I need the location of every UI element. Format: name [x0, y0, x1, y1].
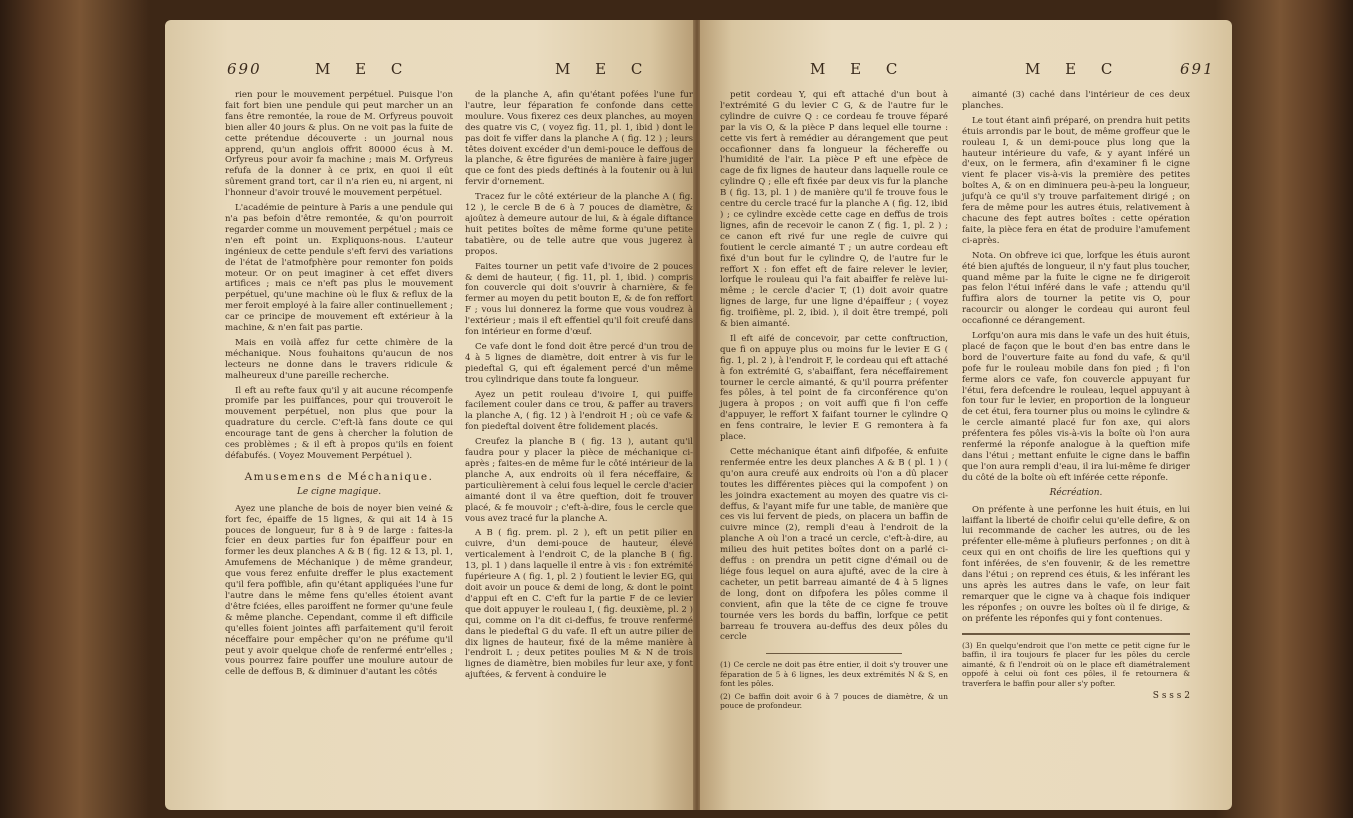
- paragraph: On préfente à une perfonne les huit étuis, en lui laiffant la liberté de choifir celui qu'elle defire, & on lui recommande de cacher les autres, ou de les préfenter elle-même à plufieurs perfonnes ; on dit à ceux qui en ont choifis de lire les queftions qui y font inférées, de s'en fouvenir, & de les remettre dans l'étui ; on reprend ces étuis, & les inférant les uns après les autres dans le vafe, on leur fait remarquer que le cigne va à chaque fois indiquer les réponfes ; on ouvre les boîtes où il fe dirige, & on préfente les réponfes qui y font contenues.: [962, 504, 1190, 624]
- right-header: [700, 60, 1232, 84]
- running-head-right-col2: M E C: [1025, 60, 1123, 78]
- paragraph: Ayez une planche de bois de noyer bien veiné & fort fec, épaiffe de 15 lignes, & qui ait 14 à 15 pouces de longueur, fur 8 à 9 de large : faites-la fcier en deux parties fur fon épaiffeur pour en former les deux planches A & B ( fig. 12 & 13, pl. 1, Amufemens de Méchanique ) de même grandeur, que vous ferez enfuite dreffer le plus exactement qu'il fera poffible, afin qu'étant appliquées l'une fur l'autre dans le même fens qu'elles étoient avant d'être fciées, elles paroiffent ne former qu'une feule & même planche. Cependant, comme il eft difficile qu'elles foient jointes affi parfaitement qu'il feroit néceffaire pour empêcher qu'on ne préfume qu'il peut y avoir quelque chofe de renfermé entr'elles ; vous pourrez faire pouffer une moulure autour de celle de deffous B, & diminuer d'autant les côtés: [225, 503, 453, 678]
- section-subtitle: Récréation.: [1049, 487, 1103, 498]
- paragraph: Il eft aifé de concevoir, par cette conftruction, que fi on appuye plus ou moins fur le levier E G ( fig. 1, pl. 2 ), à l'endroit F, le cordeau qui eft attaché à fon extrémité G, s'abaiffant, fera néceffairement tourner le cercle aimanté, & qu'il pourra préfenter fes pôles, à tel point de fa circonférence qu'on jugera à propos ; on voit auffi que fi l'on ceffe d'appuyer, le reffort X faifant tourner le cylindre Q en fens contraire, le levier E G remontera à fa place.: [720, 333, 948, 443]
- section-title: Amusemens de Méchanique.: [244, 470, 434, 483]
- paragraph: Lorfqu'on aura mis dans le vafe un des huit étuis, placé de façon que le bout d'en bas entre dans le bord de l'ouverture faite au fond du vafe, & qu'il pofe fur le rouleau mobile dans fon pied ; fi l'on ferme alors ce vafe, fon couvercle appuyant fur l'étui, fera defcendre le rouleau, lequel appuyant à fon tour fur le levier, en proportion de la longueur de cet étui, fera tourner plus ou moins le cylindre & le cercle aimanté placé fur fon axe, qui alors préfentera fes pôles vis-à-vis la boîte où l'on aura renfermé la réponfe analogue à la queftion mife dans l'étui ; mettant enfuite le cigne dans le baffin que l'on aura rempli d'eau, il ira lui-même fe diriger du côté de la boîte où eft inférée cette réponfe.: [962, 331, 1190, 483]
- running-head-left-col1: M E C: [315, 60, 413, 78]
- running-head-left-col2: M E C: [555, 60, 653, 78]
- paragraph: rien pour le mouvement perpétuel. Puisque l'on fait fort bien une pendule qui peut marcher un an fans être remontée, la roue de M. Orfyreus pouvoit bien aller 40 jours & plus. On ne voit pas la fuite de cette prétendue découverte : un journal nous apprend, qu'un anglois offrit 80000 écus à M. Orfyreus pour avoir fa machine ; mais M. Orfyreus refufa de la donner à ce prix, en quoi il eût sûrement grand tort, car il n'a rien eu, ni argent, ni l'honneur d'avoir trouvé le mouvement perpétuel.: [225, 90, 453, 199]
- running-head-right-col1: M E C: [810, 60, 908, 78]
- footnote-divider: [766, 653, 903, 654]
- footnote: (3) En quelqu'endroit que l'on mette ce petit cigne fur le baffin, il ira toujours fe placer fur les pôles du cercle aimanté, & fi l'endroit où on le place eft diamétralement oppofé à celui où font ces pôles, il fe retournera & traverfera le baffin pour aller s'y pofter.: [962, 640, 1190, 688]
- signature-mark: S s s s 2: [1152, 691, 1190, 702]
- footnote: (2) Ce baffin doit avoir 6 à 7 pouces de diamètre, & un pouce de profondeur.: [720, 691, 948, 711]
- left-column-2: [465, 90, 693, 685]
- right-column-2: [962, 90, 1190, 702]
- footnote-divider: [962, 633, 1190, 635]
- paragraph: Le tout étant ainfi préparé, on prendra huit petits étuis arrondis par le bout, de même groffeur que le rouleau I, & un demi-pouce plus long que la hauteur intérieure du vafe, & y ayant inféré un d'eux, on le fermera, afin d'examiner fi le cigne vient fe placer vis-à-vis la première des petites boîtes A, & on en diminuera peu-à-peu la longueur, jufqu'à ce qu'il s'y trouve parfaitement dirigé ; on fera de même pour les autres étuis, relativement à chacune des fept autres boîtes : cette opération faite, la pièce fera en état de produire l'amufement ci-après.: [962, 115, 1190, 246]
- left-column-1: [225, 90, 453, 682]
- paragraph: L'académie de peinture à Paris a une pendule qui n'a pas befoin d'être remontée, & qu'on pourroit regarder comme un mouvement perpétuel ; mais ce n'en eft point un. Expliquons-nous. L'auteur ingénieux de cette pendule s'eft fervi des variations de l'état de l'atmofphère pour remonter fon poids moteur. Or on peut imaginer à cet effet divers artifices ; mais ce n'eft pas plus le mouvement perpétuel, qu'une machine où le flux & reflux de la mer feroit employé à la faire aller continuellement ; car ce principe de mouvement eft extérieur à la machine, & n'en fait pas partie.: [225, 203, 453, 334]
- paragraph: aimanté (3) caché dans l'intérieur de ces deux planches.: [962, 90, 1190, 111]
- right-column-1: [720, 90, 948, 714]
- paragraph: Tracez fur le côté extérieur de la planche A ( fig. 12 ), le cercle B de 6 à 7 pouces de diamètre, & ajoûtez à demeure autour de lui, & à égale diftance huit petites boîtes de même forme qu'une petite tabatière, ou de telle autre que vous jugerez à propos.: [465, 192, 693, 257]
- left-page: [165, 20, 693, 810]
- paragraph: Faites tourner un petit vafe d'ivoire de 2 pouces & demi de hauteur, ( fig. 11, pl. 1, ibid. ) compris fon couvercle qui doit s'ouvrir à charnière, & fe fermer au moyen du petit bouton E, & de fon reffort F ; vous lui donnerez la forme que vous voudrez à l'extérieur ; mais il eft effentiel qu'il foit creufé dans fon intérieur en forme d'œuf.: [465, 261, 693, 338]
- page-number-left: 690: [227, 60, 262, 78]
- paragraph: Creufez la planche B ( fig. 13 ), autant qu'il faudra pour y placer la pièce de méchanique ci-après ; faites-en de même fur le côté intérieur de la planche A, aux endroits où il fera néceffaire, & particulièrement à celui fous lequel le cercle d'acier aimanté dont il va être queftion, doit fe trouver placé, & fe mouvoir ; c'eft-à-dire, fous le cercle que vous avez tracé fur la planche A.: [465, 437, 693, 524]
- paragraph: Ce vafe dont le fond doit être percé d'un trou de 4 à 5 lignes de diamètre, doit entrer à vis fur le piedeftal G, qui eft également percé d'un même trou cylindrique dans toute fa longueur.: [465, 341, 693, 385]
- page-number-right: 691: [1180, 60, 1215, 78]
- paragraph: Ayez un petit rouleau d'ivoire I, qui puiffe facilement couler dans ce trou, & paffer au travers la planche A, ( fig. 12 ) à l'endroit H ; où ce vafe & fon piedeftal doivent être folidement placés.: [465, 389, 693, 433]
- paragraph: Il eft au refte faux qu'il y ait aucune récompenfe promife par les puiffances, pour qui trouveroit le mouvement perpétuel, non plus que pour la quadrature du cercle. C'eft-là fans doute ce qui encourage tant de gens à chercher la folution de ces problèmes ; & il eft à propos qu'ils en foient défabufés. ( Voyez Mouvement Perpétuel ).: [225, 385, 453, 461]
- left-header: [165, 60, 693, 84]
- paragraph: petit cordeau Y, qui eft attaché d'un bout à l'extrémité G du levier C G, & de l'autre fur le cylindre de cuivre Q : ce cordeau fe trouve féparé par la vis O, & la pièce P dans lequel elle tourne : cette vis fert à remédier au dérangement que peut occafionner dans fa longueur la féchereffe ou l'humidité de l'air. La pièce P eft une efpèce de cage de fix lignes de hauteur dans laquelle roule ce cylindre Q ; elle eft fixée par deux vis fur la planche B ( fig. 13, pl. 1 ) de manière qu'il fe trouve fous le centre du cercle tracé fur la planche A ( fig. 12, ibid ) ; ce cylindre excède cette cage en deffus de trois lignes, afin de recevoir le canon Z ( fig. 1, pl. 2 ) ; ce canon eft rivé fur une regle de cuivre qui foutient le cercle aimanté T ; un autre cordeau eft fixé d'un bout fur le cylindre Q, de l'autre fur le reffort X : fon effet eft de faire relever le levier, lorfque le rouleau qui l'a fait abaiffer fe relève lui-même ; le cercle d'acier T, (1) doit avoir quatre lignes de large, fur une ligne d'épaiffeur ; ( voyez fig. troifième, pl. 2, ibid. ), il doit être trempé, poli & bien aimanté.: [720, 90, 948, 330]
- section-subtitle: Le cigne magique.: [296, 486, 382, 497]
- paragraph: Cette méchanique étant ainfi difpofée, & enfuite renfermée entre les deux planches A & B ( pl. 1 ) ( qu'on aura creufé aux endroits où l'on a dû placer toutes les différentes pièces qui la compofent ) on les joindra exactement au moyen des quatre vis ci-deffus, & l'ayant mife fur une table, de manière que ces vis lui fervent de pieds, on placera un baffin de cuivre mince (2), rempli d'eau à l'endroit de la planche A où l'on a tracé un cercle, c'eft-à-dire, au milieu des huit petites boîtes dont on a parlé ci-deffus : on prendra un petit cigne d'émail ou de liége fous lequel on aura ajufté, avec de la cire à cacheter, un petit barreau aimanté de 4 à 5 lignes de long, dont on difpofera les pôles comme il convient, afin que la tête de ce cigne fe trouve tournée vers les bords du baffin, lorfque ce petit barreau fe trouvera au-deffus des deux pôles du cercle: [720, 447, 948, 643]
- paragraph: Mais en voilà affez fur cette chimère de la méchanique. Nous fouhaitons qu'aucun de nos lecteurs ne donne dans le travers ridicule & malheureux d'une pareille recherche.: [225, 337, 453, 381]
- paragraph: de la planche A, afin qu'étant pofées l'une fur l'autre, leur féparation fe confonde dans cette moulure. Vous fixerez ces deux planches, au moyen des quatre vis C, ( voyez fig. 11, pl. 1, ibid ) dont le pas doit fe viffer dans la planche A ( fig. 12 ) ; leurs têtes doivent excéder d'un demi-pouce le deffous de la planche, & être figurées de manière à faire juger que ce font des pieds deftinés à la foutenir ou à lui fervir d'ornement.: [465, 90, 693, 188]
- footnote: (1) Ce cercle ne doit pas être entier, il doit s'y trouver une féparation de 5 à 6 lignes, les deux extrémités N & S, en font les pôles.: [720, 660, 948, 689]
- right-page: [700, 20, 1232, 810]
- paragraph: A B ( fig. prem. pl. 2 ), eft un petit pilier en cuivre, d'un demi-pouce de hauteur, élevé verticalement à l'endroit C, de la planche B ( fig. 13, pl. 1 ) dans laquelle il entre à vis : fon extrémité fupérieure A ( fig. 1, pl. 2 ) foutient le levier EG, qui doit avoir un pouce & demi de long, & dont le point d'appui eft en C. C'eft fur la partie F de ce levier que doit appuyer le rouleau I, ( fig. deuxième, pl. 2 ) qui, comme on l'a dit ci-deffus, fe trouve renfermé dans le piedeftal G du vafe. Il eft un autre pilier de dix lignes de hauteur, fixé de la même manière à l'endroit L ; deux petites poulies M & N de trois lignes de diamètre, bien mobiles fur leur axe, y font ajuftées, & fervent à conduire le: [465, 528, 693, 681]
- paragraph: Nota. On obfreve ici que, lorfque les étuis auront été bien ajuftés de longueur, il n'y faut plus toucher, quand même par la fuite le cigne ne fe dirigeroit pas felon l'étui inféré dans le vafe ; attendu qu'il fuffira alors de tourner la petite vis O, pour racourcir ou alonger le cordeau qui auront feul occafionné ce dérangement.: [962, 250, 1190, 327]
